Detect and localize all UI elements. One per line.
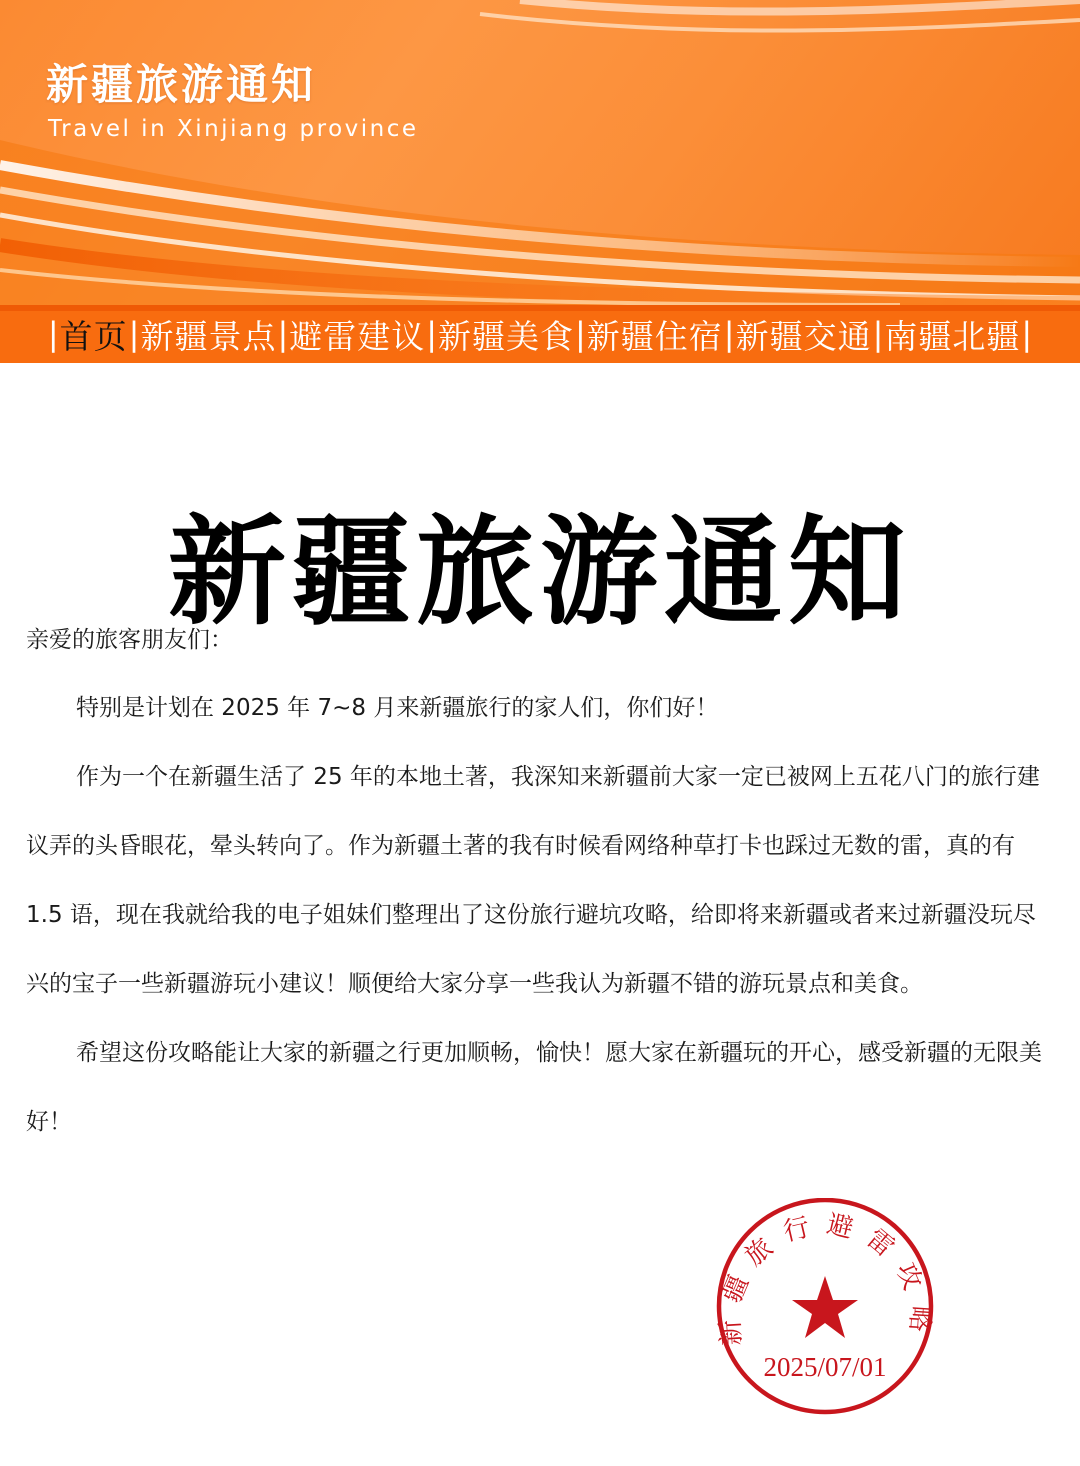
seal-arc-text: 新疆旅行避雷攻略 xyxy=(714,1209,936,1347)
letter-paragraph-1: 特别是计划在 2025 年 7~8 月来新疆旅行的家人们，你们好！ xyxy=(76,695,719,721)
nav-separator: | xyxy=(426,315,437,353)
banner-subtitle: Travel in Xinjiang province xyxy=(48,116,419,142)
nav-item-transport[interactable]: 新疆交通 xyxy=(735,316,872,356)
nav-item-south-north[interactable]: 南疆北疆 xyxy=(884,316,1021,356)
nav-separator: | xyxy=(128,315,140,353)
nav-separator: | xyxy=(1021,315,1033,353)
nav-item-attractions[interactable]: 新疆景点 xyxy=(140,316,277,356)
page-title: 新疆旅游通知 xyxy=(167,503,912,642)
header-banner xyxy=(0,0,1080,305)
nav-separator: | xyxy=(723,315,735,353)
banner-title: 新疆旅游通知 xyxy=(46,60,317,109)
nav-item-food[interactable]: 新疆美食 xyxy=(438,316,574,356)
nav-separator: | xyxy=(277,315,289,353)
nav-separator: | xyxy=(47,315,59,353)
seal-stamp-icon xyxy=(710,1198,940,1418)
letter-paragraph-3: 希望这份攻略能让大家的新疆之行更加顺畅，愉快！愿大家在新疆玩的开心，感受新疆的无限美好！ xyxy=(26,1040,1042,1135)
nav-item-pitfall-tips[interactable]: 避雷建议 xyxy=(289,316,426,356)
letter-greeting: 亲爱的旅客朋友们： xyxy=(26,627,233,653)
nav-item-lodging[interactable]: 新疆住宿 xyxy=(586,316,723,356)
nav-separator: | xyxy=(575,315,586,353)
official-seal xyxy=(710,1198,940,1418)
nav-item-home[interactable]: 首页 xyxy=(59,316,128,356)
nav-separator: | xyxy=(872,315,884,353)
letter-paragraph-2: 作为一个在新疆生活了 25 年的本地土著，我深知来新疆前大家一定已被网上五花八门的旅行建议弄的头昏眼花，晕头转向了。作为新疆土著的我有时候看网络种草打卡也踩过无数的雷，真的有 1.5 语，现在我就给我的电子姐妹们整理出了这份旅行避坑攻略，给即将来新疆或者来过新疆没玩尽兴的宝子一些新疆游玩小建议！顺便给大家分享一些我认为新疆不错的游玩景点和美食。 xyxy=(26,764,1040,997)
top-nav xyxy=(0,305,1080,363)
letter-body xyxy=(26,618,1056,1157)
seal-date: 2025/07/01 xyxy=(763,1352,887,1382)
seal-star-icon xyxy=(792,1276,858,1338)
banner-swoosh-decoration xyxy=(0,0,1080,305)
